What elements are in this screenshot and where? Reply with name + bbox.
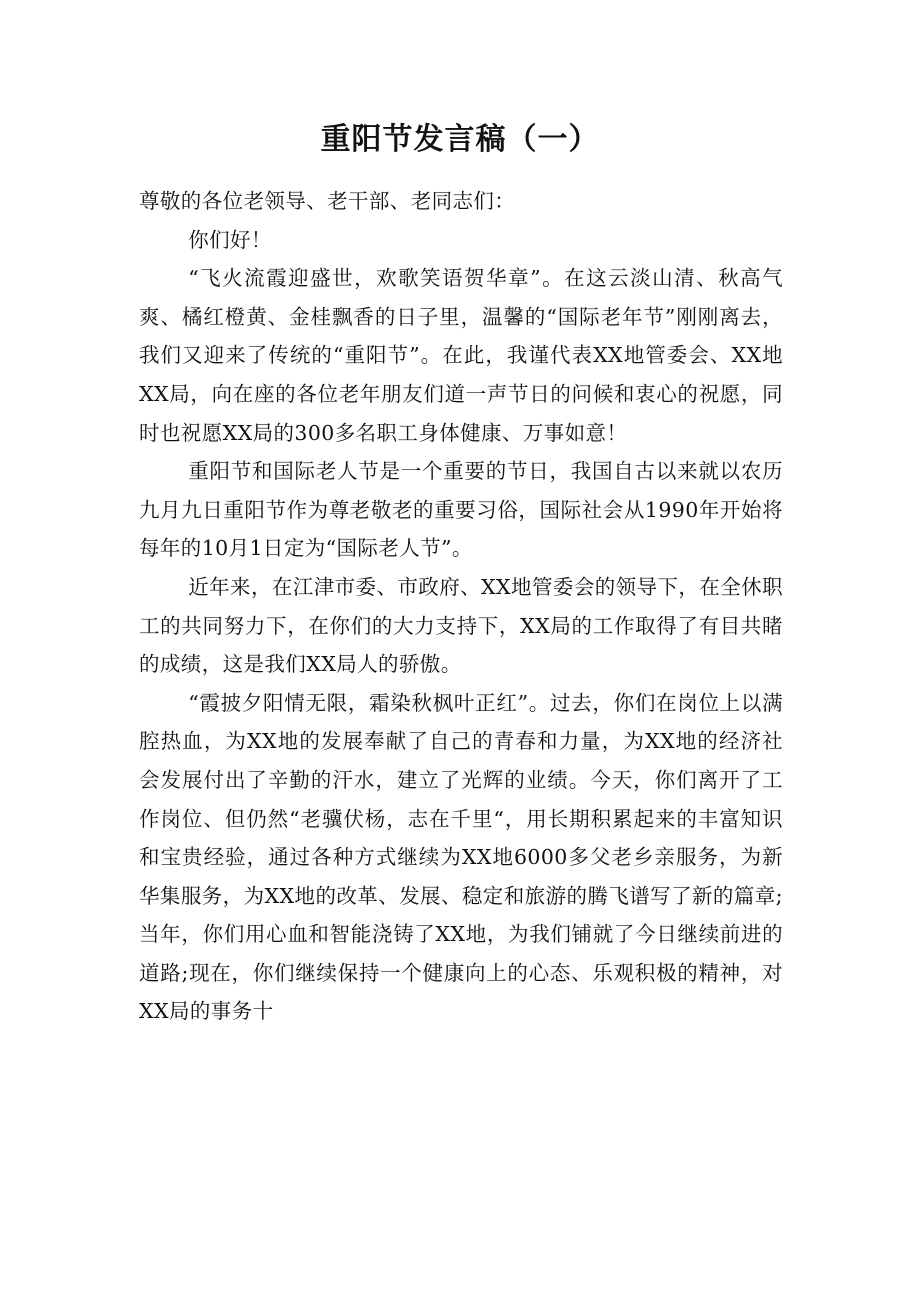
document-body — [139, 182, 783, 1031]
paragraph-festival-wishes: “飞火流霞迎盛世，欢歌笑语贺华章”。在这云淡山清、秋高气爽、橘红橙黄、金桂飘香的日子里，温馨的“国际老年节”刚刚离去，我们又迎来了传统的“重阳节”。在此，我谨代表XX地管委会、XX地XX局，向在座的各位老年朋友们道一声节日的问候和衷心的祝愿，同时也祝愿XX局的300多名职工身体健康、万事如意！ — [139, 266, 783, 445]
paragraph-contributions: “霞披夕阳情无限，霜染秋枫叶正红”。过去，你们在岗位上以满腔热血，为XX地的发展奉献了自己的青春和力量，为XX地的经济社会发展付出了辛勤的汗水，建立了光辉的业绩。今天，你们离开了工作岗位、但仍然“老骥伏杨，志在千里“，用长期积累起来的丰富知识和宝贵经验，通过各种方式继续为XX地6000多父老乡亲服务，为新华集服务，为XX地的改革、发展、稳定和旅游的腾飞谱写了新的篇章;当年，你们用心血和智能浇铸了XX地，为我们铺就了今日继续前进的道路;现在，你们继续保持一个健康向上的心态、乐观积极的精神，对XX局的事务十 — [139, 690, 783, 1024]
paragraph-greeting: 你们好！ — [188, 227, 272, 252]
salutation: 尊敬的各位老领导、老干部、老同志们： — [139, 189, 516, 213]
paragraph-achievements: 近年来，在江津市委、市政府、XX地管委会的领导下，在全休职工的共同努力下，在你们的大力支持下，XX局的工作取得了有目共睹的成绩，这是我们XX局人的骄傲。 — [139, 574, 783, 677]
paragraph-festival-history: 重阳节和国际老人节是一个重要的节日，我国自古以来就以农历九月九日重阳节作为尊老敬老的重要习俗，国际社会从1990年开始将每年的10月1日定为“国际老人节”。 — [139, 459, 783, 561]
document-title: 重阳节发言稿（一） — [320, 122, 600, 157]
